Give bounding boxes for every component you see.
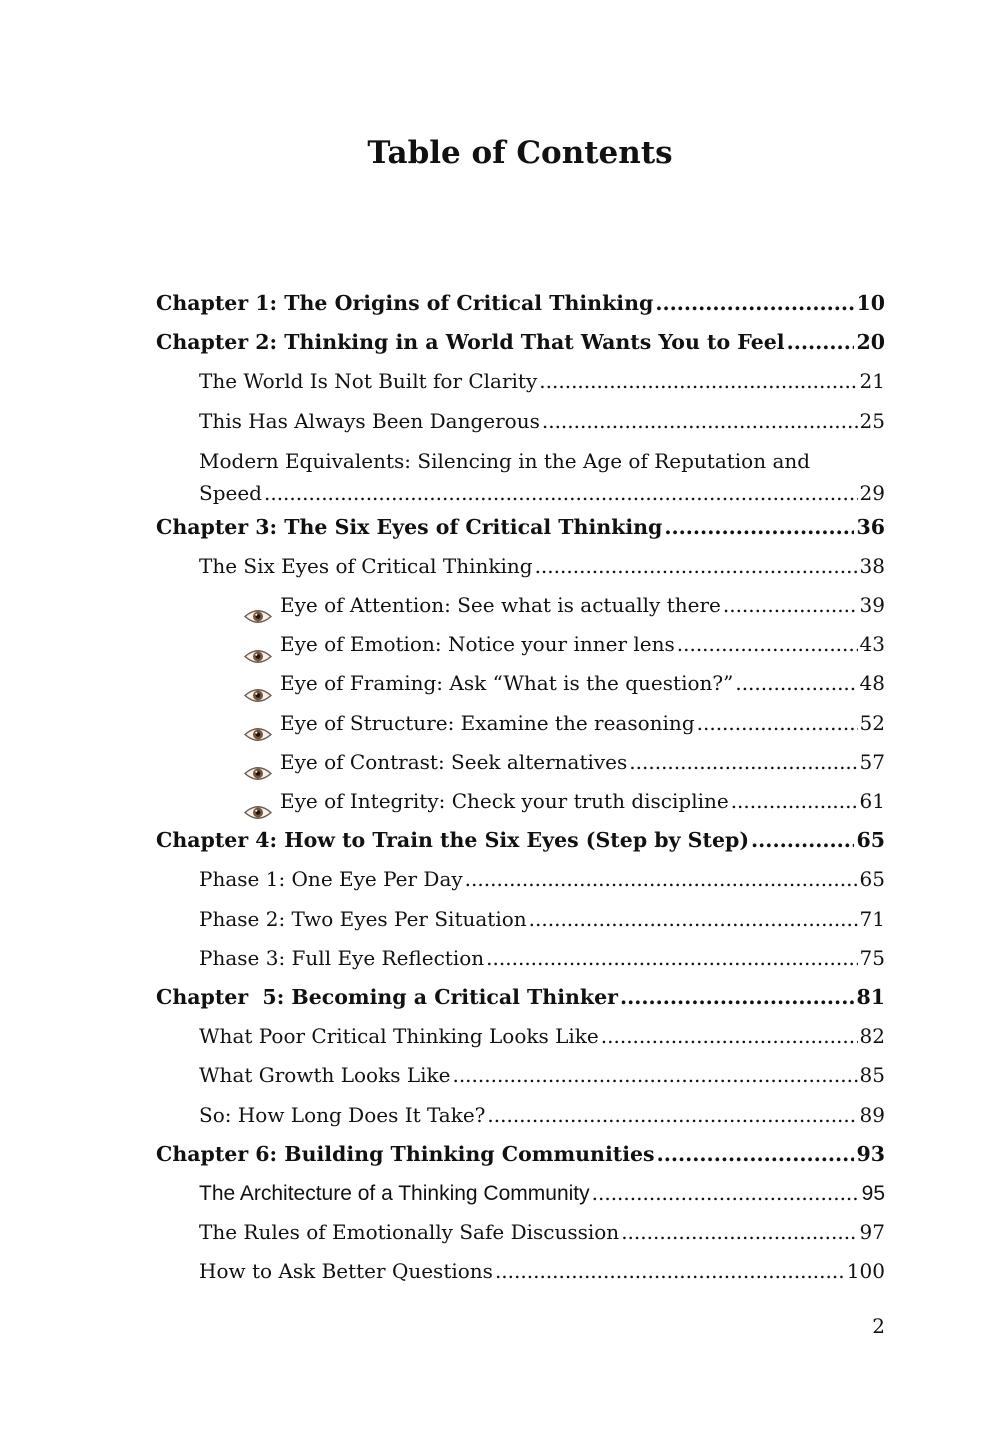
eye-icon <box>244 765 272 782</box>
toc-entry-poor-critical-thinking[interactable] <box>156 1017 885 1056</box>
toc-entry-title: Eye of Contrast: Seek alternatives <box>280 749 628 774</box>
toc-entry-title: Chapter 1: The Origins of Critical Thinking <box>156 290 654 315</box>
toc-entry-page: 20 <box>856 330 885 355</box>
toc-entry-title-continued: Speed <box>199 480 262 505</box>
toc-entry-modern-equivalents[interactable] <box>156 441 885 508</box>
toc-entry-page: 81 <box>856 984 885 1009</box>
dot-leader <box>655 284 854 323</box>
dot-leader <box>495 1252 845 1291</box>
toc-entry-architecture-thinking-community[interactable] <box>156 1174 885 1213</box>
toc-entry-page: 52 <box>859 710 885 735</box>
dot-leader <box>629 743 857 782</box>
toc-entry-phase-2[interactable] <box>156 900 885 939</box>
toc-entry-chapter-5[interactable] <box>156 978 885 1017</box>
page-title: Table of Contents <box>367 135 673 171</box>
dot-leader <box>264 478 858 508</box>
toc-entry-ask-better-questions[interactable] <box>156 1252 885 1291</box>
toc-entry-title: Eye of Integrity: Check your truth discipline <box>280 789 729 814</box>
toc-entry-page: 36 <box>856 514 885 539</box>
toc-entry-title: The Rules of Emotionally Safe Discussion <box>199 1220 620 1245</box>
toc-entry-page: 82 <box>859 1024 885 1049</box>
toc-entry-how-long-does-it-take[interactable] <box>156 1096 885 1135</box>
dot-leader <box>592 1174 860 1213</box>
toc-entry-line2 <box>199 477 885 508</box>
toc-entry-title: How to Ask Better Questions <box>199 1259 493 1284</box>
toc-entry-eye-of-contrast[interactable] <box>156 743 885 782</box>
toc-entry-title: Eye of Framing: Ask “What is the question?” <box>280 671 734 696</box>
toc-entry-eye-of-structure[interactable] <box>156 704 885 743</box>
dot-leader <box>601 1017 858 1056</box>
toc-entry-what-growth-looks-like[interactable] <box>156 1056 885 1095</box>
dot-leader <box>697 704 858 743</box>
toc-entry-page: 89 <box>859 1102 885 1127</box>
toc-entry-chapter-4[interactable] <box>156 821 885 860</box>
toc-entry-title: This Has Always Been Dangerous <box>199 408 540 433</box>
toc-entry-title: Eye of Emotion: Notice your inner lens <box>280 632 675 657</box>
toc-entry-title: What Growth Looks Like <box>199 1063 451 1088</box>
toc-entry-title: Chapter 3: The Six Eyes of Critical Thinking <box>156 514 663 539</box>
toc-entry-page: 93 <box>856 1141 885 1166</box>
toc-entry-title: Phase 1: One Eye Per Day <box>199 867 463 892</box>
toc-entry-page: 10 <box>856 290 885 315</box>
toc-entry-page: 100 <box>846 1259 885 1284</box>
toc-entry-title: What Poor Critical Thinking Looks Like <box>199 1024 599 1049</box>
toc-entry-page: 43 <box>859 632 885 657</box>
dot-leader <box>620 978 855 1017</box>
eye-icon <box>244 608 272 625</box>
toc-entry-page: 48 <box>859 671 885 696</box>
dot-leader <box>452 1056 857 1095</box>
dot-leader <box>535 547 858 586</box>
toc-entry-page: 85 <box>859 1063 885 1088</box>
toc-entry-always-been-dangerous[interactable] <box>156 402 885 441</box>
dot-leader <box>487 1096 857 1135</box>
toc-entry-title: Eye of Structure: Examine the reasoning <box>280 710 695 735</box>
toc-entry-page: 57 <box>859 749 885 774</box>
toc-entry-page: 39 <box>859 593 885 618</box>
dot-leader <box>751 821 854 860</box>
toc-entry-title: The World Is Not Built for Clarity <box>199 369 538 394</box>
toc-entry-chapter-2[interactable] <box>156 323 885 362</box>
dot-leader <box>677 625 858 664</box>
toc-entry-title: Eye of Attention: See what is actually there <box>280 593 721 618</box>
dot-leader <box>723 586 858 625</box>
toc-entry-title: The Architecture of a Thinking Community <box>199 1181 590 1205</box>
toc-entry-title: Chapter 5: Becoming a Critical Thinker <box>156 984 618 1009</box>
toc-entry-eye-of-integrity[interactable] <box>156 782 885 821</box>
dot-leader <box>486 939 857 978</box>
dot-leader <box>787 323 855 362</box>
dot-leader <box>529 900 858 939</box>
toc-entry-page: 95 <box>861 1181 885 1205</box>
toc-entry-page: 21 <box>859 369 885 394</box>
dot-leader <box>657 1135 855 1174</box>
toc-entry-page: 65 <box>859 867 885 892</box>
toc-entry-phase-3[interactable] <box>156 939 885 978</box>
toc-entry-title: Modern Equivalents: Silencing in the Age of Reputation and <box>199 448 811 473</box>
toc-entry-title: So: How Long Does It Take? <box>199 1102 486 1127</box>
toc-entry-rules-safe-discussion[interactable] <box>156 1213 885 1252</box>
toc-entry-title: The Six Eyes of Critical Thinking <box>199 553 533 578</box>
page-number: 2 <box>872 1314 885 1338</box>
dot-leader <box>664 508 854 547</box>
dot-leader <box>465 860 858 899</box>
toc-entry-eye-of-attention[interactable] <box>156 586 885 625</box>
toc-entry-phase-1[interactable] <box>156 860 885 899</box>
toc-entry-page: 65 <box>856 828 885 853</box>
dot-leader <box>621 1213 857 1252</box>
eye-icon <box>244 687 272 704</box>
dot-leader <box>539 362 857 401</box>
toc-entry-page: 71 <box>859 906 885 931</box>
toc-entry-page: 75 <box>859 945 885 970</box>
toc-entry-title: Phase 3: Full Eye Reflection <box>199 945 485 970</box>
toc-entry-page: 61 <box>859 789 885 814</box>
toc-entry-page: 38 <box>859 553 885 578</box>
toc-entry-page: 25 <box>859 408 885 433</box>
toc-entry-chapter-6[interactable] <box>156 1135 885 1174</box>
dot-leader <box>542 402 858 441</box>
toc-entry-title: Phase 2: Two Eyes Per Situation <box>199 906 527 931</box>
toc-entry-title: Chapter 6: Building Thinking Communities <box>156 1141 655 1166</box>
toc-entry-title: Chapter 4: How to Train the Six Eyes (Step by Step) <box>156 828 750 853</box>
toc-entry-eye-of-emotion[interactable] <box>156 625 885 664</box>
toc-entry-title: Chapter 2: Thinking in a World That Wants You to Feel <box>156 330 785 355</box>
toc-entry-six-eyes[interactable] <box>156 547 885 586</box>
toc-entry-eye-of-framing[interactable] <box>156 665 885 704</box>
toc-entry-page: 29 <box>859 480 885 505</box>
toc-entry-chapter-1[interactable] <box>156 284 885 323</box>
table-of-contents <box>156 284 885 1292</box>
toc-entry-page: 97 <box>859 1220 885 1245</box>
eye-icon <box>244 726 272 743</box>
eye-icon <box>244 648 272 665</box>
dot-leader <box>735 664 857 703</box>
dot-leader <box>731 782 858 821</box>
eye-icon <box>244 804 272 821</box>
toc-entry-world-not-built-for-clarity[interactable] <box>156 362 885 401</box>
toc-entry-chapter-3[interactable] <box>156 508 885 547</box>
